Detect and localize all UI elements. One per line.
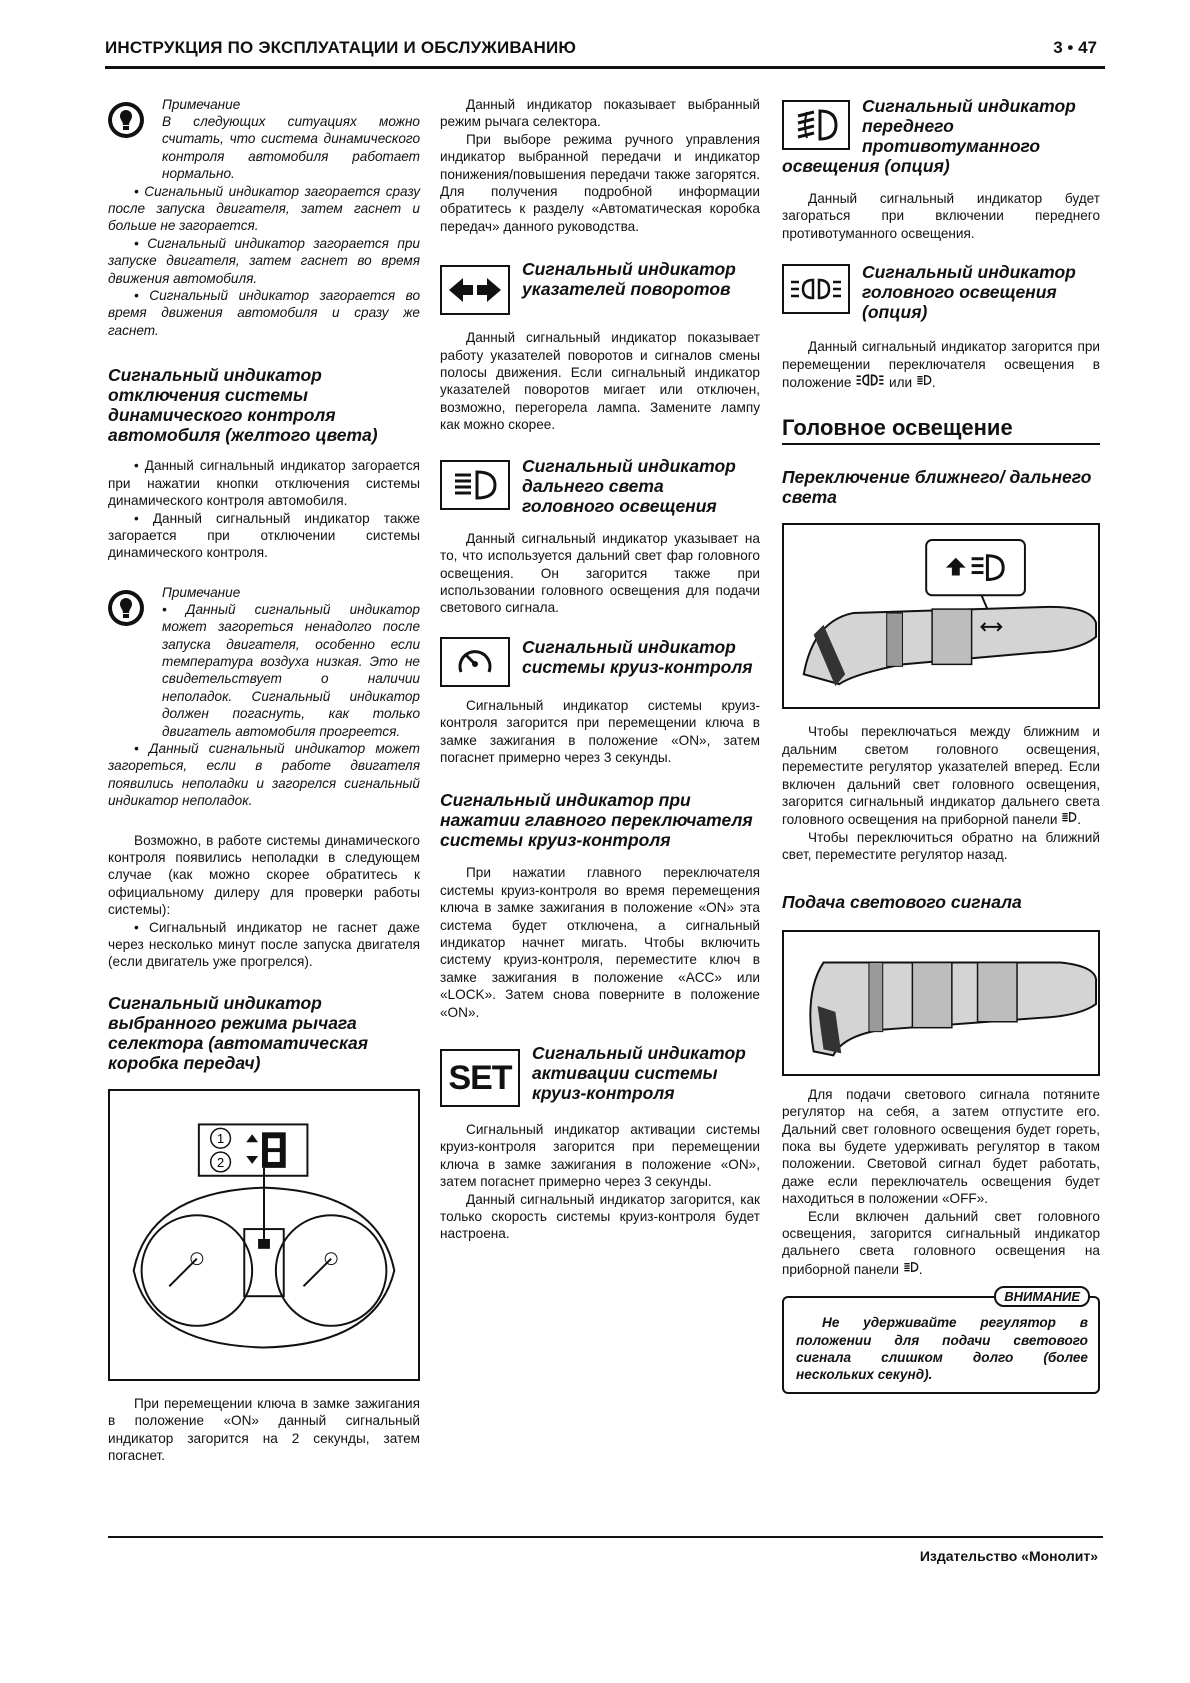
section-heading: Сигнальный индикатор отключения системы динамического контроля автомобиля (желтого цвета) xyxy=(108,365,378,446)
info-bulb-icon xyxy=(106,100,146,140)
paragraph: • Сигнальный индикатор не гаснет даже через несколько минут после запуска двигателя (если двигатель уже прогрелся). xyxy=(108,919,420,970)
section-heading: Сигнальный индикатор указателей поворотов xyxy=(522,259,736,300)
set-indicator-icon xyxy=(440,1049,520,1107)
publisher: Издательство «Монолит» xyxy=(919,1548,1098,1564)
section-heading: Сигнальный индикатор выбранного режима рычага селектора (автоматическая коробка передач) xyxy=(108,992,369,1073)
note-text: • Сигнальный индикатор загорается сразу после запуска двигателя, затем гаснет и больше не загорается. xyxy=(108,183,420,234)
instrument-cluster-illustration xyxy=(110,1091,418,1379)
headlight-icon xyxy=(782,264,850,314)
set-icon-text: SET xyxy=(448,1058,512,1097)
paragraph: • Данный сигнальный индикатор также загорается при отключении системы динамического контроля. xyxy=(108,510,420,561)
note-2 xyxy=(108,584,420,810)
page-number: 3 • 47 xyxy=(1053,38,1097,57)
paragraph: Чтобы переключиться обратно на ближний свет, переместите регулятор назад. xyxy=(782,829,1100,863)
section-heading: Сигнальный индикатор головного освещения (опция) xyxy=(862,262,1076,323)
paragraph: Данный сигнальный индикатор показывает работу указателей поворотов и сигналов смены полосы движения. Если сигнальный индикатор указателей поворотов мигает или отключен, возможно, перегорела лампа. Замените лампу как можно скорее. xyxy=(440,330,760,433)
paragraph: • Данный сигнальный индикатор загорается при нажатии кнопки отключения системы динамического контроля автомобиля. xyxy=(108,458,420,509)
footer-rule xyxy=(108,1536,1103,1538)
paragraph: Данный сигнальный индикатор загорится, как только скорость системы круиз-контроля будет настроена. xyxy=(440,1191,760,1242)
figure-callout-2: 2 xyxy=(216,1154,225,1170)
figure-callout-1: 1 xyxy=(216,1131,225,1147)
paragraph: Данный индикатор показывает выбранный режим рычага селектора. xyxy=(440,97,760,130)
note-text: В следующих ситуациях можно считать, что система динамического контроля автомобиля работает нормально. xyxy=(162,114,420,182)
paragraph: Чтобы переключаться между ближним и дальним светом головного освещения, переместите регулятор указателей вперед. Если включен дальний свет головного освещения, загорится сигнальный индикатор дальнего света головного освещения на приборной панели . xyxy=(782,724,1100,828)
section-heading: Переключение ближнего/ дальнего света xyxy=(782,467,1092,508)
paragraph-text: Данный сигнальный индикатор загорится при перемещении переключателя освещения в положение xyxy=(782,339,1100,391)
paragraph: Данный сигнальный индикатор будет загораться при включении переднего противотуманного освещения. xyxy=(782,191,1100,241)
high-beam-icon xyxy=(440,460,510,510)
note-label: Примечание xyxy=(162,97,241,112)
flash-signal-figure xyxy=(782,930,1100,1076)
warning-box xyxy=(782,1289,1100,1394)
section-heading: Сигнальный индикатор дальнего света головного освещения xyxy=(522,455,736,516)
front-fog-icon xyxy=(782,100,850,150)
high-beam-inline-icon xyxy=(903,1260,919,1274)
paragraph-text: Если включен дальний свет головного освещения, загорится сигнальный индикатор дальнего света головного освещения на приборной панели xyxy=(782,1208,1100,1277)
note-text: • Сигнальный индикатор загорается при запуске двигателя, затем гаснет во время движения автомобиля. xyxy=(108,235,420,286)
section-heading: Сигнальный индикатор переднего противотуманного освещения (опция) xyxy=(782,96,1076,176)
paragraph: При выборе режима ручного управления индикатор выбранной передачи и индикатор понижения/повышения передачи также загорятся. Для получения подробной информации обратитесь к разделу «Автоматическая коробка передач» данного руководства. xyxy=(440,131,760,234)
page-header xyxy=(105,38,1105,69)
figure-caption: При перемещении ключа в замке зажигания в положение «ON» данный сигнальный индикатор загорится на 2 секунды, затем погаснет. xyxy=(108,1395,420,1464)
turn-signal-icon xyxy=(440,265,510,315)
flash-signal-illustration xyxy=(784,932,1098,1074)
paragraph: Возможно, в работе системы динамического контроля появились неполадки в следующем случае (как можно скорее обратитесь к официальному дилеру для проверки работы системы): xyxy=(108,832,420,918)
note-1 xyxy=(108,96,420,339)
headlight-inline-icon xyxy=(855,373,885,387)
warning-label: ВНИМАНИЕ xyxy=(994,1286,1090,1307)
section-heading: Подача светового сигнала xyxy=(782,891,1022,912)
note-label: Примечание xyxy=(162,584,241,600)
page-title: ИНСТРУКЦИЯ ПО ЭКСПЛУАТАЦИИ И ОБСЛУЖИВАНИЮ xyxy=(105,38,577,57)
headlight-switch-illustration xyxy=(784,525,1098,707)
info-bulb-icon xyxy=(106,588,146,628)
high-beam-section xyxy=(440,456,760,516)
paragraph: Данный сигнальный индикатор указывает на то, что используется дальний свет фар головного освещения. Он загорится также при использовании головного освещения для подачи светового сигнала. xyxy=(440,530,760,616)
fog-section xyxy=(782,96,1100,176)
section-heading: Сигнальный индикатор активации системы круиз-контроля xyxy=(532,1043,746,1103)
set-section xyxy=(440,1043,760,1107)
paragraph: Сигнальный индикатор активации системы круиз-контроля загорится при перемещении ключа в замке зажигания в положение «ON», затем погаснет примерно через 3 секунды. xyxy=(440,1122,760,1190)
paragraph: Для подачи светового сигнала потяните регулятор на себя, а затем отпустите его. Дальний свет головного освещения будет гореть, пока вы будете удерживать регулятор в таком положении. Световой сигнал будет работать, даже если переключатель освещения будет находиться в положении «OFF». xyxy=(782,1086,1100,1207)
column-2 xyxy=(440,96,760,1243)
high-beam-inline-icon xyxy=(916,373,932,387)
column-1 xyxy=(108,96,420,1464)
note-text: • Сигнальный индикатор загорается во время движения автомобиля и сразу же гаснет. xyxy=(108,288,420,338)
section-heading: Сигнальный индикатор при нажатии главного переключателя системы круиз-контроля xyxy=(440,790,753,851)
note-text: • Данный сигнальный индикатор может загореться, если в работе двигателя появились неполадки и загорелся сигнальный индикатор неполадок. xyxy=(108,740,420,809)
paragraph: Сигнальный индикатор системы круиз-контроля загорится при перемещении ключа в замке зажигания в положение «ON», затем погаснет примерно через 3 секунды. xyxy=(440,697,760,765)
paragraph: Данный сигнальный индикатор загорится при перемещении переключателя освещения в положение или . xyxy=(782,339,1100,391)
paragraph: При нажатии главного переключателя системы круиз-контроля во время перемещения ключа в замке зажигания в положение «ON» эта система будет отключена, а сигнальный индикатор начнет мигать. Чтобы включить систему круиз-контроля, переместите ключ в замке зажигания в положение «ACC» или «LOCK». Затем снова поверните в положение «ON». xyxy=(440,865,760,1020)
warning-text: Не удерживайте регулятор в положении для подачи светового сигнала слишком долго (более нескольких секунд). xyxy=(796,1315,1088,1383)
cruise-section xyxy=(440,637,760,687)
column-3 xyxy=(782,96,1100,1394)
paragraph: Если включен дальний свет головного освещения, загорится сигнальный индикатор дальнего света головного освещения на приборной панели . xyxy=(782,1208,1100,1277)
headlight-section xyxy=(782,262,1100,322)
turn-signal-section xyxy=(440,259,760,315)
paragraph-text: Чтобы переключаться между ближним и дальним светом головного освещения, переместите регулятор указателей вперед. Если включен дальний свет головного освещения, загорится сигнальный индикатор дальнего света головного освещения на приборной панели xyxy=(782,724,1100,828)
paragraph-text: или xyxy=(889,375,913,391)
headlight-switch-figure xyxy=(782,523,1100,709)
high-beam-inline-icon xyxy=(1061,810,1077,824)
instrument-cluster-figure xyxy=(108,1089,420,1381)
section-heading: Сигнальный индикатор системы круиз-контроля xyxy=(522,636,753,677)
note-text: • Данный сигнальный индикатор может загореться ненадолго после запуска двигателя, особенно если температура воздуха низкая. Это не свидетельствует о наличии неполадок. Сигнальный индикатор должен погаснуть, как только двигатель автомобиля прогреется. xyxy=(162,601,420,739)
chapter-heading: Головное освещение xyxy=(782,415,1100,445)
cruise-control-icon xyxy=(440,637,510,687)
